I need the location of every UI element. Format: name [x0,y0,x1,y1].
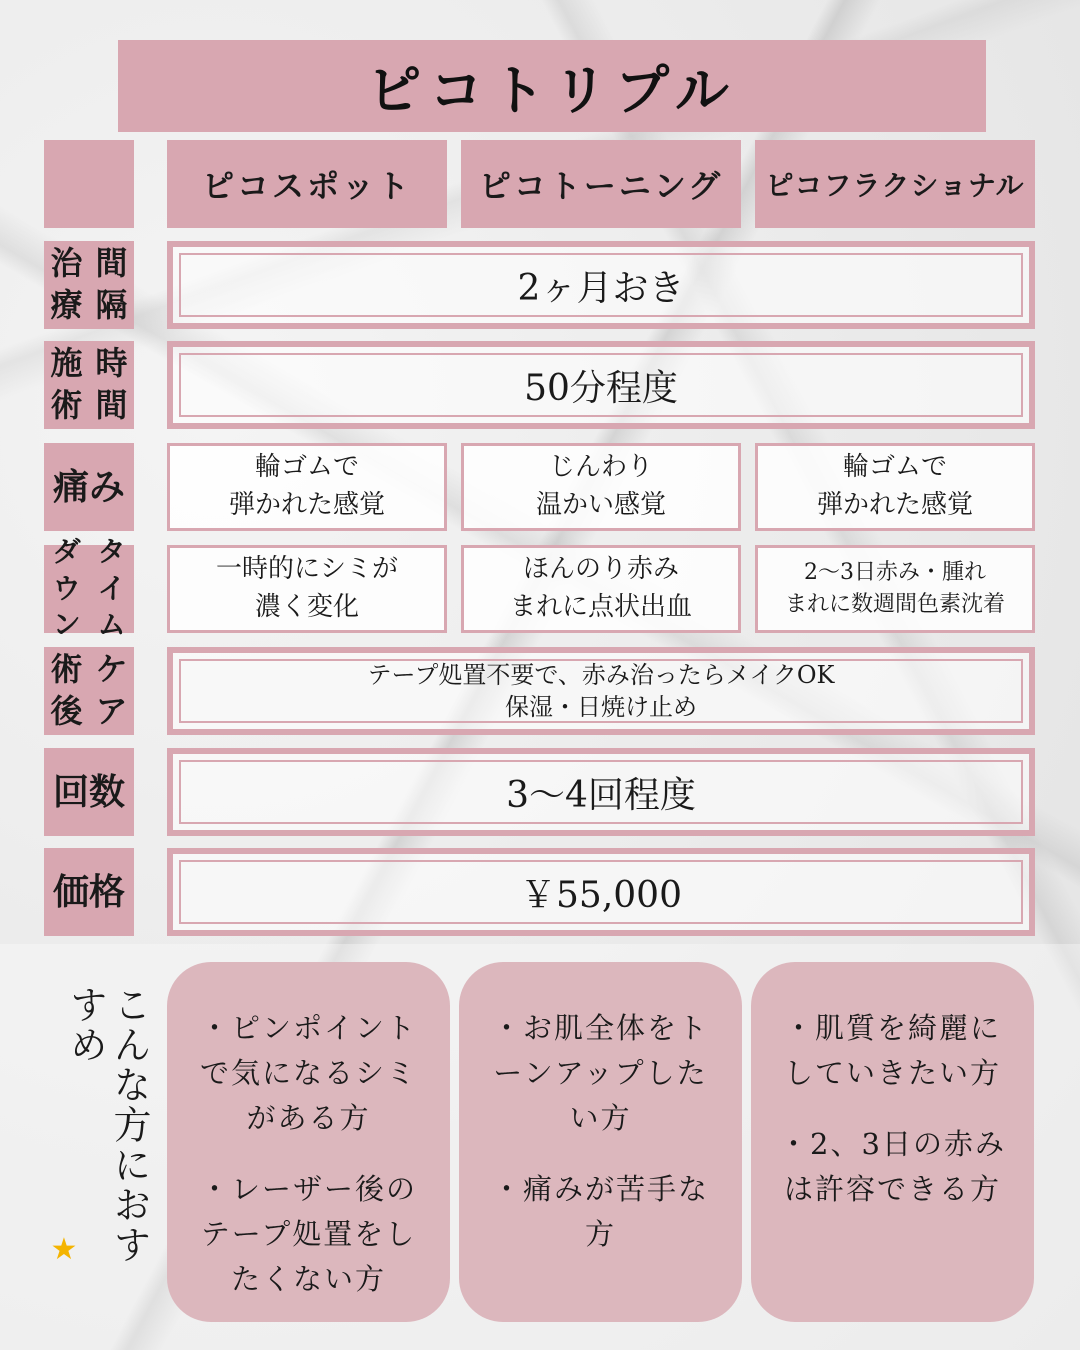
count-value: 3〜4回程度 [167,748,1035,836]
pain-cell-toning: じんわり 温かい感覚 [461,443,741,531]
downtime-cell-fractional: 2〜3日赤み・腫れ まれに数週間色素沈着 [755,545,1035,633]
recommend-label: こんな方におすすめ [63,985,151,1265]
recommend-card-fractional [751,962,1034,1322]
recommend-card-toning [459,962,742,1322]
recommend-card-spot [167,962,450,1322]
recommend-item: ・お肌全体をトーンアップしたい方 [491,1011,709,1135]
interval-value: 2ヶ月おき [167,241,1035,329]
row-label-interval: 治療 間隔 [44,241,134,329]
recommend-item: ・肌質を綺麗にしていきたい方 [783,1011,1001,1090]
row-label-duration: 施術 時間 [44,341,134,429]
duration-value: 50分程度 [167,341,1035,429]
pain-cell-fractional: 輪ゴムで 弾かれた感覚 [755,443,1035,531]
page-title: ピコトリプル [118,40,986,132]
aftercare-value: テープ処置不要で、赤み治ったらメイクOK 保湿・日焼け止め [167,647,1035,735]
recommend-item: ・2、3日の赤みは許容できる方 [779,1126,1006,1206]
recommend-item: ・痛みが苦手な方 [491,1171,709,1251]
pain-cell-spot: 輪ゴムで 弾かれた感覚 [167,443,447,531]
downtime-cell-toning: ほんのり赤み まれに点状出血 [461,545,741,633]
column-header-pico-spot: ピコスポット [167,140,447,228]
star-icon: ★ [50,1232,78,1267]
price-value: ￥55,000 [167,848,1035,936]
downtime-cell-spot: 一時的にシミが 濃く変化 [167,545,447,633]
row-label-downtime: ダウン タイム [44,545,134,633]
row-label-pain: 痛み [44,443,134,531]
column-header-pico-toning: ピコトーニング [461,140,741,228]
row-label-price: 価格 [44,848,134,936]
column-header-pico-fractional: ピコフラクショナル [755,140,1035,228]
recommend-item: ・ピンポイントで気になるシミがある方 [199,1011,417,1135]
row-label-aftercare: 術後 ケア [44,647,134,735]
table-corner [44,140,134,228]
row-label-count: 回数 [44,748,134,836]
recommend-item: ・レーザー後のテープ処置をしたくない方 [199,1171,417,1296]
